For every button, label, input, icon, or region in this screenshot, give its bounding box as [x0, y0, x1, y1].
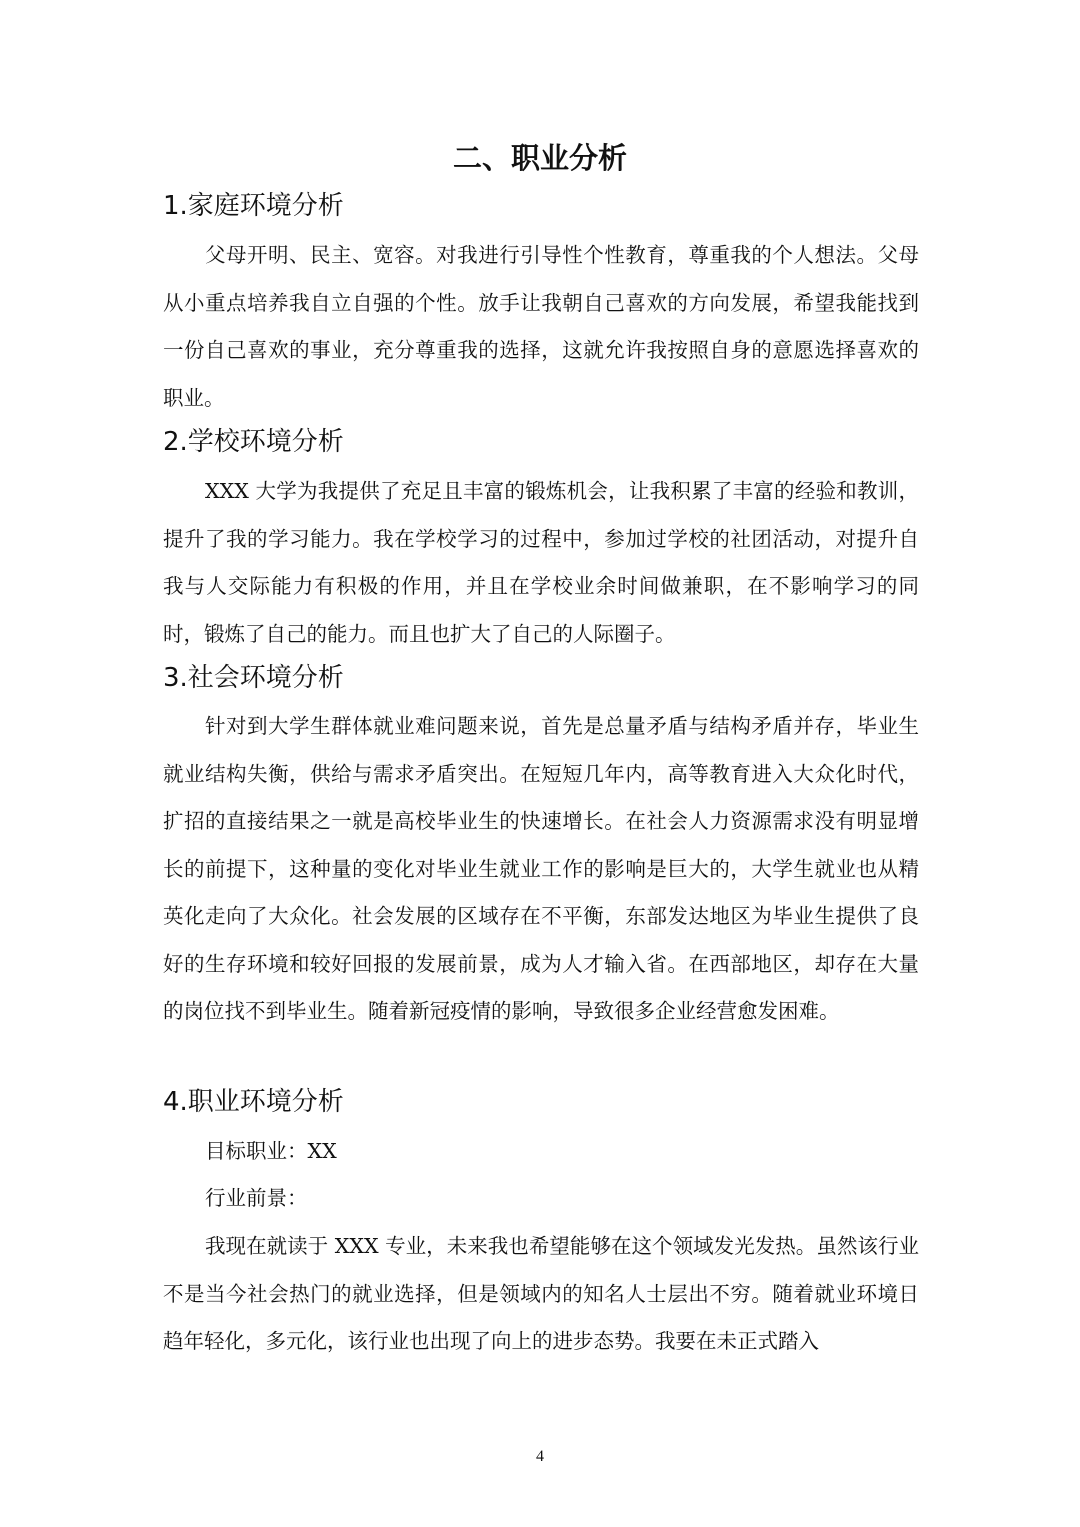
- page-title: 二、职业分析: [452, 141, 627, 175]
- target-job-line: 目标职业：XX: [205, 1139, 337, 1163]
- section-heading-society: 3.社会环境分析: [163, 663, 344, 693]
- paragraph-family: 父母开明、民主、宽容。对我进行引导性个性教育，尊重我的个人想法。父母从小重点培养我自立自强的个性。放手让我朝自己喜欢的方向发展，希望我能找到一份自己喜欢的事业，充分尊重我的选择，这就允许我按照自身的意愿选择喜欢的职业。: [163, 243, 919, 410]
- paragraph-school: XXX 大学为我提供了充足且丰富的锻炼机会，让我积累了丰富的经验和教训，提升了我的学习能力。我在学校学习的过程中，参加过学校的社团活动，对提升自我与人交际能力有积极的作用，并且在学校业余时间做兼职，在不影响学习的同时，锻炼了自己的能力。而且也扩大了自己的人际圈子。: [163, 479, 919, 646]
- page-number: 4: [536, 1448, 544, 1465]
- section-heading-career: 4.职业环境分析: [163, 1087, 344, 1117]
- section-heading-school: 2.学校环境分析: [163, 427, 344, 457]
- section-heading-family: 1.家庭环境分析: [163, 191, 344, 221]
- paragraph-society: 针对到大学生群体就业难问题来说，首先是总量矛盾与结构矛盾并存，毕业生就业结构失衡，供给与需求矛盾突出。在短短几年内，高等教育进入大众化时代，扩招的直接结果之一就是高校毕业生的快速增长。在社会人力资源需求没有明显增长的前提下，这种量的变化对毕业生就业工作的影响是巨大的，大学生就业也从精英化走向了大众化。社会发展的区域存在不平衡，东部发达地区为毕业生提供了良好的生存环境和较好回报的发展前景，成为人才输入省。在西部地区，却存在大量的岗位找不到毕业生。随着新冠疫情的影响，导致很多企业经营愈发困难。: [163, 714, 919, 1023]
- industry-prospect-label: 行业前景：: [205, 1186, 308, 1210]
- paragraph-career: 我现在就读于 XXX 专业，未来我也希望能够在这个领域发光发热。虽然该行业不是当今社会热门的就业选择，但是领域内的知名人士层出不穷。随着就业环境日趋年轻化，多元化，该行业也出现了向上的进步态势。我要在未正式踏入: [163, 1234, 919, 1353]
